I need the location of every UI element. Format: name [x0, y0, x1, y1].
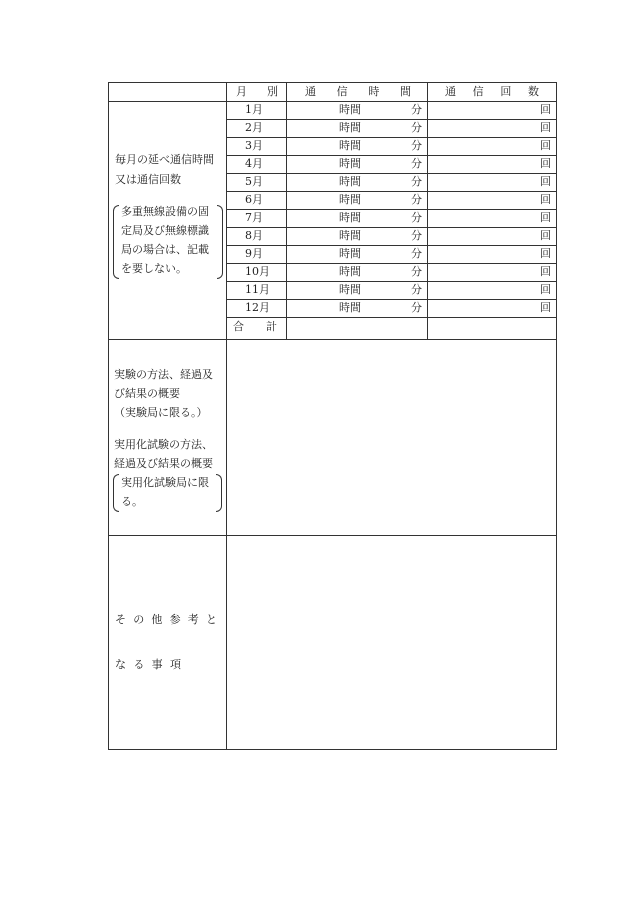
hours-unit: 時間: [339, 139, 361, 152]
row-divider-month-6: [226, 209, 556, 210]
row-divider-month-8: [226, 245, 556, 246]
header-month: 月 別: [236, 85, 278, 98]
section-divider-2: [109, 535, 556, 536]
month-label: 3月: [245, 139, 263, 152]
practical-label-2: 経過及び結果の概要: [114, 457, 213, 470]
minutes-unit: 分: [411, 247, 422, 260]
row-divider-month-3: [226, 155, 556, 156]
col-divider-month: [286, 83, 287, 340]
row-divider-month-7: [226, 227, 556, 228]
row-divider-month-4: [226, 173, 556, 174]
experiment-label-2: び結果の概要: [114, 387, 180, 400]
month-label: 10月: [245, 265, 270, 278]
row-divider-month-9: [226, 263, 556, 264]
row-divider-month-5: [226, 191, 556, 192]
minutes-unit: 分: [411, 121, 422, 134]
times-unit: 回: [540, 139, 551, 152]
row-divider-month-2: [226, 137, 556, 138]
report-form-table: [108, 82, 557, 750]
hours-unit: 時間: [339, 121, 361, 134]
hours-unit: 時間: [339, 229, 361, 242]
other-reference-label-2: な る 事 項: [115, 658, 181, 671]
minutes-unit: 分: [411, 301, 422, 314]
times-unit: 回: [540, 211, 551, 224]
hours-unit: 時間: [339, 211, 361, 224]
note-line-2: 定局及び無線標識: [121, 224, 209, 237]
times-unit: 回: [540, 265, 551, 278]
hours-unit: 時間: [339, 103, 361, 116]
month-label: 1月: [245, 103, 263, 116]
practical-bracket-right: [216, 474, 222, 512]
col-divider-time: [427, 83, 428, 340]
times-unit: 回: [540, 247, 551, 260]
note-line-1: 多重無線設備の固: [121, 205, 209, 218]
header-comm-count: 通 信 回 数: [445, 85, 539, 98]
month-label: 11月: [245, 283, 270, 296]
minutes-unit: 分: [411, 139, 422, 152]
month-label: 6月: [245, 193, 263, 206]
row-divider-month-10: [226, 281, 556, 282]
minutes-unit: 分: [411, 157, 422, 170]
note-bracket-left: [113, 205, 119, 279]
times-unit: 回: [540, 229, 551, 242]
times-unit: 回: [540, 157, 551, 170]
minutes-unit: 分: [411, 229, 422, 242]
section-divider-1: [109, 339, 556, 340]
times-unit: 回: [540, 283, 551, 296]
experiment-label-3: （実験局に限る。）: [114, 406, 208, 419]
hours-unit: 時間: [339, 157, 361, 170]
times-unit: 回: [540, 193, 551, 206]
practical-note-1: 実用化試験局に限: [121, 476, 209, 489]
times-unit: 回: [540, 175, 551, 188]
practical-label-1: 実用化試験の方法、: [114, 438, 213, 451]
month-label: 12月: [245, 301, 270, 314]
row-divider-month-1: [226, 119, 556, 120]
minutes-unit: 分: [411, 103, 422, 116]
hours-unit: 時間: [339, 247, 361, 260]
note-bracket-right: [217, 205, 223, 279]
times-unit: 回: [540, 103, 551, 116]
other-reference-label-1: そ の 他 参 考 と: [115, 613, 217, 626]
note-line-4: を要しない。: [121, 262, 187, 275]
minutes-unit: 分: [411, 175, 422, 188]
hours-unit: 時間: [339, 265, 361, 278]
month-label: 5月: [245, 175, 263, 188]
note-line-3: 局の場合は、記載: [121, 243, 209, 256]
hours-unit: 時間: [339, 175, 361, 188]
minutes-unit: 分: [411, 211, 422, 224]
month-label: 9月: [245, 247, 263, 260]
col-divider-label: [226, 83, 227, 750]
month-label: 7月: [245, 211, 263, 224]
hours-unit: 時間: [339, 193, 361, 206]
month-label: 4月: [245, 157, 263, 170]
month-label: 8月: [245, 229, 263, 242]
minutes-unit: 分: [411, 193, 422, 206]
row-divider-month-11: [226, 299, 556, 300]
minutes-unit: 分: [411, 265, 422, 278]
minutes-unit: 分: [411, 283, 422, 296]
times-unit: 回: [540, 301, 551, 314]
monthly-time-label: 毎月の延べ通信時間: [115, 153, 214, 166]
header-comm-time: 通 信 時 間: [305, 85, 411, 98]
month-label: 2月: [245, 121, 263, 134]
hours-unit: 時間: [339, 283, 361, 296]
times-unit: 回: [540, 121, 551, 134]
practical-bracket-left: [113, 474, 119, 512]
row-divider-header: [109, 101, 556, 102]
practical-note-2: る。: [121, 495, 143, 508]
hours-unit: 時間: [339, 301, 361, 314]
total-label: 合 計: [233, 320, 277, 333]
monthly-count-label: 又は通信回数: [115, 173, 181, 186]
experiment-label-1: 実験の方法、経過及: [114, 368, 213, 381]
